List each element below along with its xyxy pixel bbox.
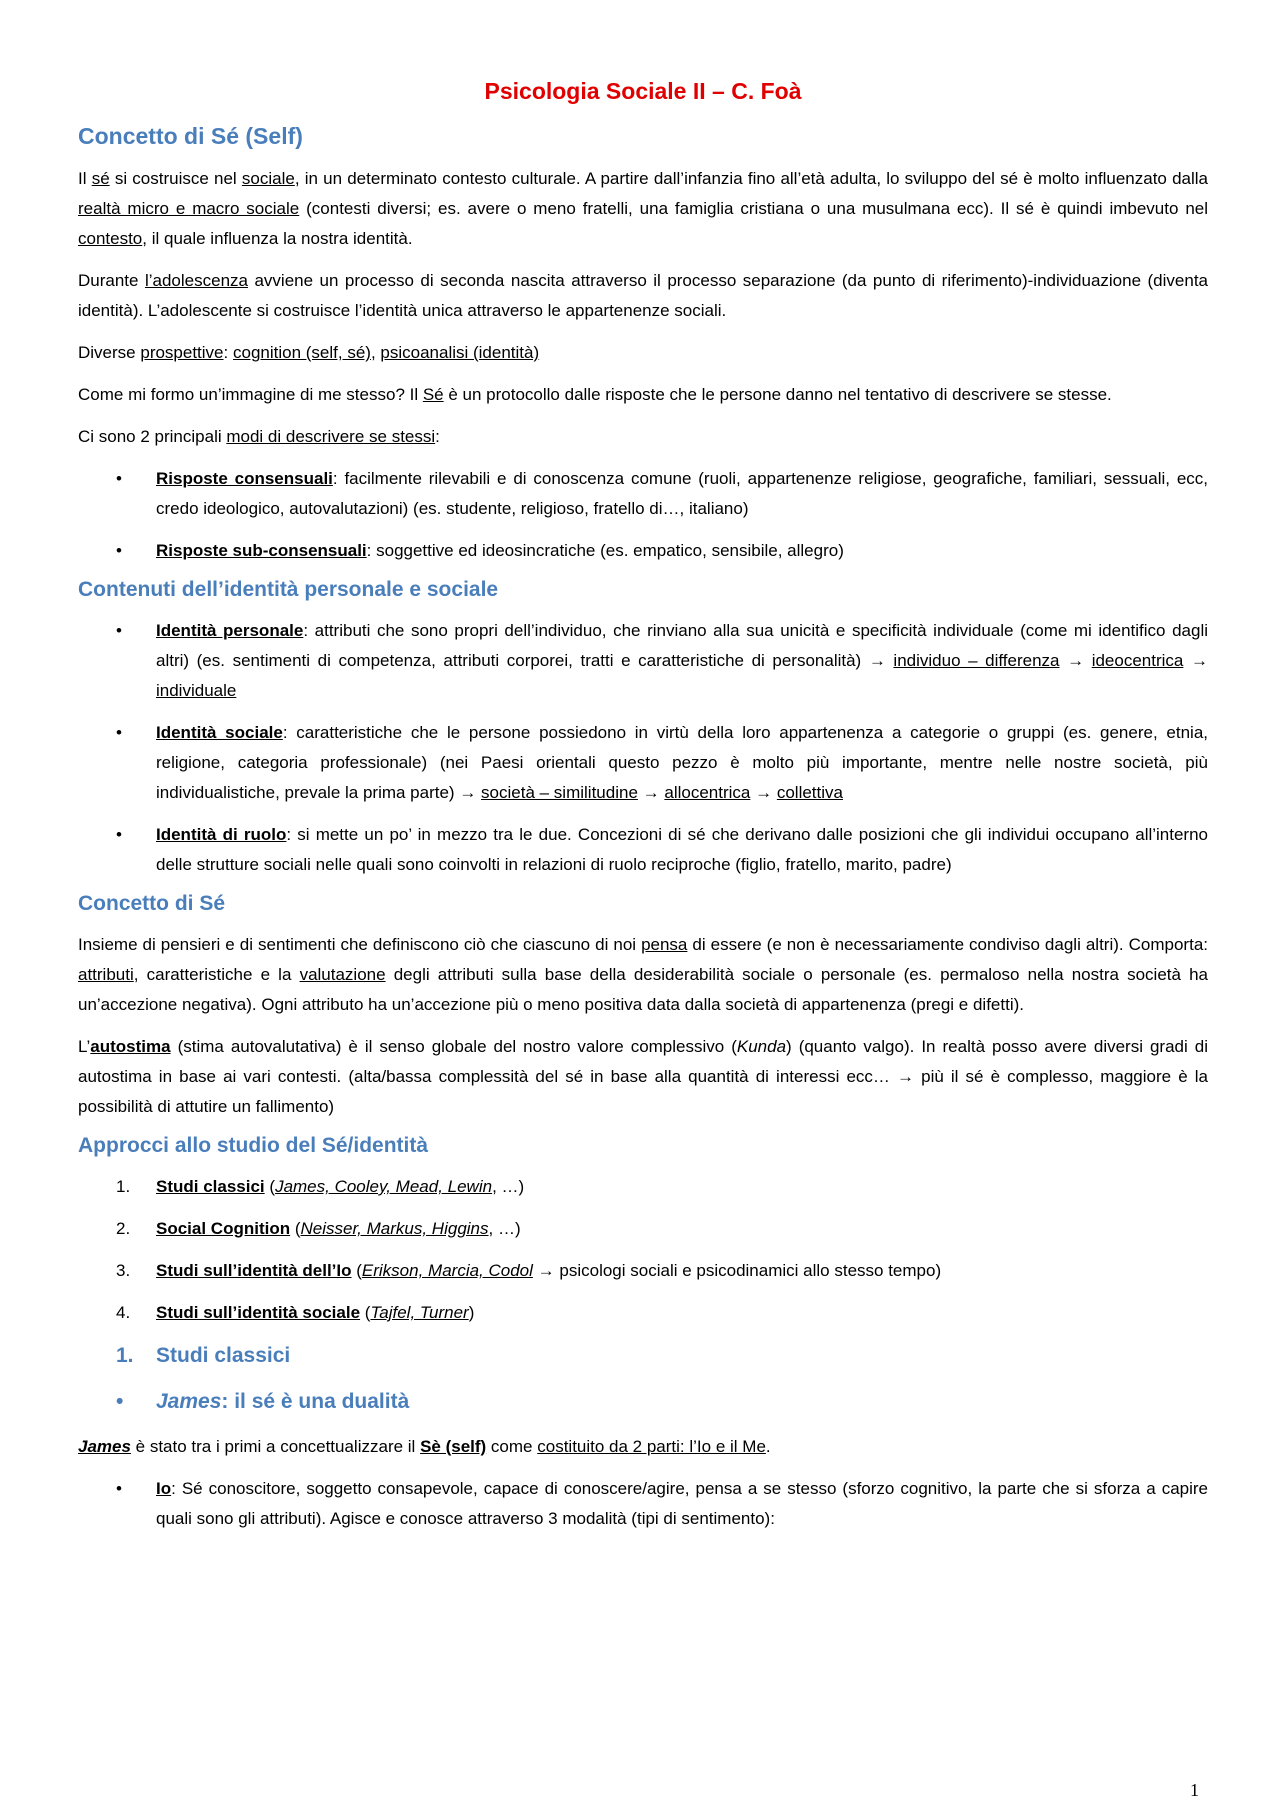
italic-text: Kunda [736, 1037, 787, 1056]
text: , [370, 343, 381, 362]
text: Insieme di pensieri e di sentimenti che definiscono ciò che ciascuno di noi [78, 935, 642, 954]
document-page [78, 78, 1208, 1546]
list-identita [78, 616, 1208, 880]
chain-term: società – similitudine [481, 783, 638, 802]
arrow-icon: → [897, 1067, 915, 1086]
list-item [78, 1298, 1208, 1328]
arrow-icon: → [1067, 651, 1085, 670]
item-number: 2. [116, 1219, 131, 1238]
text: L’ [78, 1037, 91, 1056]
underlined-text: Sé [422, 385, 444, 404]
heading-james [78, 1386, 1208, 1418]
section-heading [78, 1386, 1208, 1418]
underlined-text: contesto [78, 229, 143, 248]
underlined-text: attributi [78, 965, 134, 984]
arrow-icon: → [868, 651, 886, 670]
item-number: 3. [116, 1261, 131, 1280]
list-approcci [78, 1172, 1208, 1328]
item-text: : facilmente rilevabili e di conoscenza comune (ruoli, appartenenze religiose, geografiche, familiari, sessuali, ecc, credo ideologico, autovalutazioni) (es. studente, religioso, fratello di…, italiano) [156, 469, 1208, 518]
bullet-icon: • [116, 723, 122, 742]
text: , …) [492, 1177, 525, 1196]
paragraph-modi [78, 422, 1208, 452]
bullet-icon: • [116, 469, 122, 488]
paragraph-immagine [78, 380, 1208, 410]
document-title: Psicologia Sociale II – C. Foà [484, 78, 802, 104]
heading-contenuti: Contenuti dell’identità personale e sociale [78, 578, 499, 601]
item-number: 1. [116, 1177, 131, 1196]
text: Durante [78, 271, 145, 290]
text: : [223, 343, 233, 362]
author-name: James [78, 1437, 131, 1456]
underlined-text: modi di descrivere se stessi [226, 427, 436, 446]
text: ) (quanto valgo). In realtà posso avere diversi gradi di autostima in base ai vari contesti. (alta/bassa complessità del sé in base alla quantità di interessi ecc… [78, 1037, 1208, 1086]
heading-text: Studi classici [156, 1344, 291, 1367]
paragraph-james [78, 1432, 1208, 1462]
text: Il [78, 169, 92, 188]
paragraph-se-sociale [78, 164, 1208, 254]
item-term: Identità personale [156, 621, 304, 640]
underlined-text: l’adolescenza [144, 271, 248, 290]
list-item [78, 1214, 1208, 1244]
list-io [78, 1474, 1208, 1534]
underlined-text: realtà micro e macro sociale [78, 199, 300, 218]
item-term: Risposte consensuali [156, 469, 333, 488]
text: di essere (e non è necessariamente condiviso dagli altri). Comporta: [687, 935, 1208, 954]
item-term: Io [156, 1479, 172, 1498]
bullet-icon: • [116, 825, 122, 844]
list-item [78, 616, 1208, 706]
paragraph-autostima [78, 1032, 1208, 1122]
chain-term: ideocentrica [1091, 651, 1184, 670]
underlined-text: pensa [641, 935, 688, 954]
underlined-text: cognition (self, sé) [232, 343, 371, 362]
list-item [78, 718, 1208, 808]
text: degli attributi sulla base della desiderabilità sociale o personale (es. permaloso nella nostra società ha un’accezione negativa). Ogni attributo ha un’accezione più o meno positiva data dalla società di appartenenza (pregi e difetti). [78, 965, 1208, 1014]
item-text: : soggettive ed ideosincratiche (es. empatico, sensibile, allegro) [366, 541, 844, 560]
list-item [78, 536, 1208, 566]
heading-number: 1. [116, 1344, 134, 1367]
text: ( [290, 1219, 301, 1238]
heading-text: : il sé è una dualità [221, 1390, 410, 1413]
bullet-icon: • [116, 1390, 124, 1413]
bullet-icon: • [116, 541, 122, 560]
page-number: 1 [1190, 1780, 1199, 1800]
text: ( [360, 1303, 371, 1322]
list-item [78, 1474, 1208, 1534]
list-item [78, 820, 1208, 880]
item-authors: Tajfel, Turner [370, 1303, 469, 1322]
chain-term: individuale [156, 681, 237, 700]
text: , …) [488, 1219, 521, 1238]
chain-term: collettiva [776, 783, 843, 802]
list-risposte [78, 464, 1208, 566]
text: , in un determinato contesto culturale. A partire dall’infanzia fino all’età adulta, lo sviluppo del sé è molto influenzato dalla [294, 169, 1208, 188]
text: ( [264, 1177, 276, 1196]
paragraph-adolescenza [78, 266, 1208, 326]
arrow-icon: → [537, 1261, 555, 1280]
chain-term: individuo – differenza [893, 651, 1060, 670]
text: . [765, 1437, 771, 1456]
text: avviene un processo di seconda nascita attraverso il processo separazione (da punto di riferimento)-individuazione (diventa identità). L’adolescente si costruisce l’identità unica attraverso le appartenenze sociali. [78, 271, 1208, 320]
arrow-icon: → [459, 783, 477, 802]
text: come [486, 1437, 538, 1456]
text: ) [468, 1303, 475, 1322]
heading-approcci: Approcci allo studio del Sé/identità [78, 1134, 429, 1157]
heading-concetto-self: Concetto di Sé (Self) [78, 123, 303, 149]
item-text: : attributi che sono propri dell’individuo, che rinviano alla sua unicità e specificità individuale (come mi identifico dagli altri) (es. sentimenti di competenza, attributi corporei, tratti e caratteristiche di personalità) [156, 621, 1208, 670]
text: è un protocollo dalle risposte che le persone danno nel tentativo di descrivere se stesse. [443, 385, 1112, 404]
arrow-icon: → [755, 783, 773, 802]
underlined-text: psicoanalisi (identità) [380, 343, 540, 362]
text: più il sé è complesso, maggiore è la possibilità di attutire un fallimento) [78, 1067, 1208, 1116]
item-term: Studi sull’identità sociale [156, 1303, 361, 1322]
text: è stato tra i primi a concettualizzare il [130, 1437, 421, 1456]
item-term: Identità di ruolo [156, 825, 287, 844]
underlined-text: costituito da 2 parti: l’Io e il Me [537, 1437, 766, 1456]
text: Diverse [78, 343, 141, 362]
item-authors: James, Cooley, Mead, Lewin [275, 1177, 493, 1196]
text: ( [351, 1261, 362, 1280]
arrow-icon: → [1190, 651, 1208, 670]
bullet-icon: • [116, 621, 122, 640]
arrow-icon: → [642, 783, 660, 802]
text: , il quale influenza la nostra identità. [142, 229, 413, 248]
text: si costruisce nel [109, 169, 242, 188]
paragraph-prospettive [78, 338, 1208, 368]
heading-studi-classici [78, 1340, 1208, 1372]
underlined-text: prospettive [140, 343, 224, 362]
text: : [435, 427, 440, 446]
item-text: : Sé conoscitore, soggetto consapevole, capace di conoscere/agire, pensa a se stesso (sforzo cognitivo, la parte che si sforza a capire quali sono gli attributi). Agisce e conosce attraverso 3 modalità (tipi di sentimento): [156, 1479, 1208, 1528]
section-heading [78, 1340, 1208, 1372]
text: Come mi formo un’immagine di me stesso? Il [78, 385, 423, 404]
underlined-text: sociale [241, 169, 295, 188]
text: psicologi sociali e psicodinamici allo stesso tempo) [554, 1261, 942, 1280]
heading-name: James [156, 1390, 222, 1413]
chain-term: allocentrica [664, 783, 751, 802]
item-term: Identità sociale [156, 723, 283, 742]
list-item [78, 1172, 1208, 1202]
item-term: Studi classici [156, 1177, 265, 1196]
paragraph-insieme [78, 930, 1208, 1020]
item-text: : si mette un po’ in mezzo tra le due. Concezioni di sé che derivano dalle posizioni che gli individui occupano all’interno delle strutture sociali nelle quali sono coinvolti in relazioni di ruolo reciproche (figlio, fratello, marito, padre) [156, 825, 1208, 874]
text: Ci sono 2 principali [78, 427, 227, 446]
item-text: : caratteristiche che le persone possiedono in virtù della loro appartenenza a categorie o gruppi (es. genere, etnia, religione, categoria professionale) (nei Paesi orientali questo pezzo è molto più importante, mentre nelle nostre società, più individualistiche, prevale la prima parte) [156, 723, 1208, 802]
text: , caratteristiche e la [133, 965, 300, 984]
underlined-bold-text: Sè (self) [420, 1437, 487, 1456]
bullet-icon: • [116, 1479, 122, 1498]
text: (contesti diversi; es. avere o meno fratelli, una famiglia cristiana o una musulmana ecc). Il sé è quindi imbevuto nel [299, 199, 1209, 218]
item-authors: Erikson, Marcia, Codol [361, 1261, 533, 1280]
text: (stima autovalutativa) è il senso globale del nostro valore complessivo ( [170, 1037, 737, 1056]
list-item [78, 464, 1208, 524]
item-term: Studi sull’identità dell’Io [156, 1261, 352, 1280]
item-number: 4. [116, 1303, 131, 1322]
item-term: Social Cognition [156, 1219, 291, 1238]
heading-concetto-se: Concetto di Sé [78, 892, 226, 915]
item-authors: Neisser, Markus, Higgins [300, 1219, 489, 1238]
underlined-bold-text: autostima [90, 1037, 171, 1056]
item-term: Risposte sub-consensuali [156, 541, 367, 560]
underlined-text: sé [91, 169, 110, 188]
list-item [78, 1256, 1208, 1286]
underlined-text: valutazione [299, 965, 386, 984]
